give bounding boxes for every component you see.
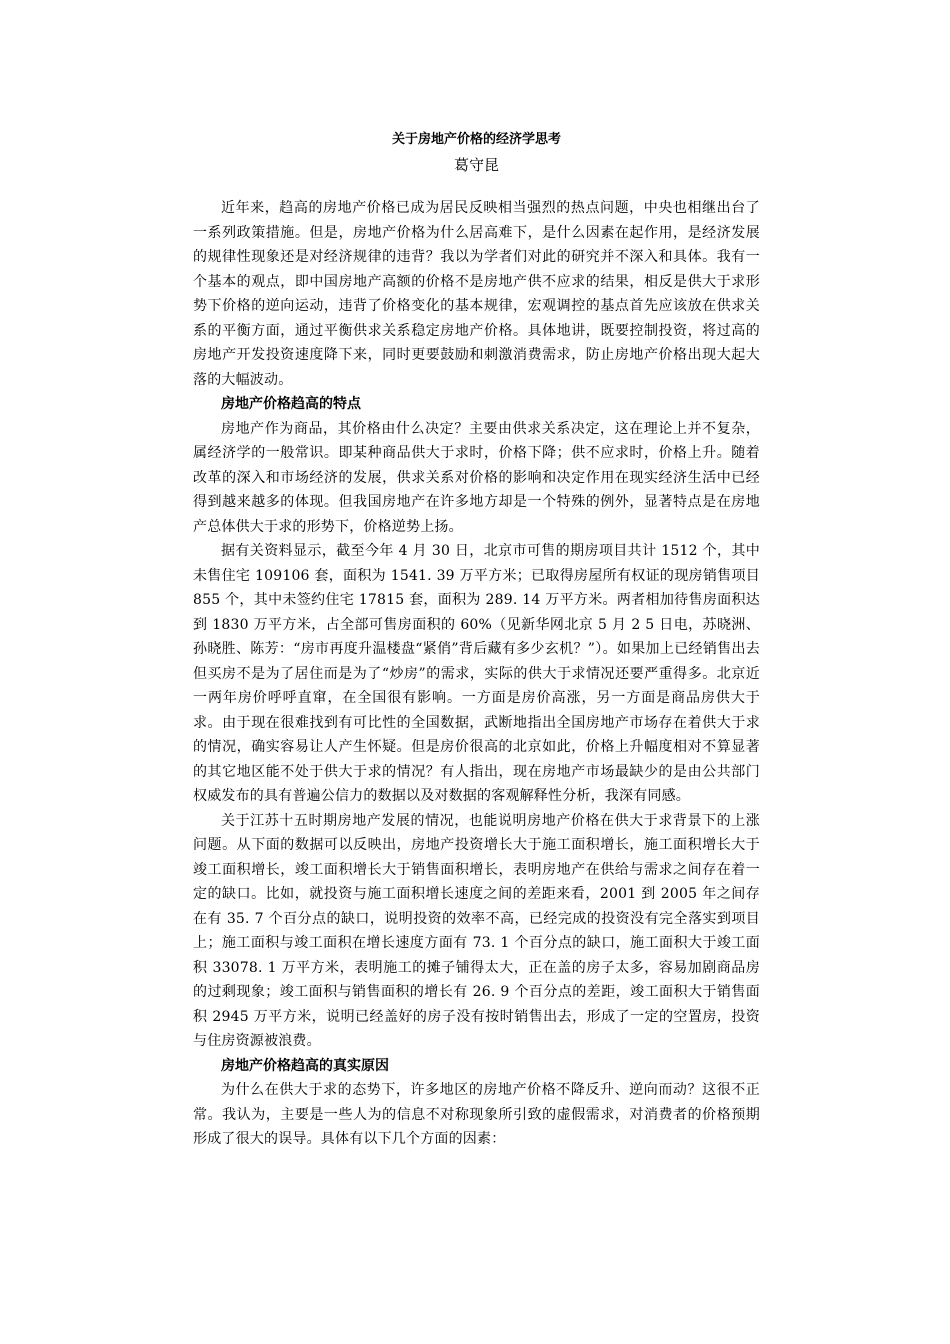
document-author: 葛守昆 <box>453 156 499 174</box>
paragraph-intro: 近年来，趋高的房地产价格已成为居民反映相当强烈的热点问题，中央也相继出台了一系列政策措施。但是，房地产价格为什么居高难下，是什么因素在起作用，是经济发展的规律性现象还是对经济规律的违背？我以为学者们对此的研究并不深入和具体。我有一个基本的观点，即中国房地产高额的价格不是房地产供不应求的结果，相反是供大于求形势下价格的逆向运动，违背了价格变化的基本规律，宏观调控的基点首先应该放在供求关系的平衡方面，通过平衡供求关系稳定房地产价格。具体地讲，既要控制投资，将过高的房地产开发投资速度降下来，同时更要鼓励和刺激消费需求，防止房地产价格出现大起大落的大幅波动。 <box>193 200 760 388</box>
paragraph-causes: 为什么在供大于求的态势下，许多地区的房地产价格不降反升、逆向而动？这很不正常。我认为，主要是一些人为的信息不对称现象所引致的虚假需求，对消费者的价格预期形成了很大的误导。具体有以下几个方面的因素： <box>193 1082 760 1147</box>
section-heading-characteristics: 房地产价格趋高的特点 <box>221 396 361 412</box>
paragraph-beijing-data: 据有关资料显示，截至今年 4 月 30 日，北京市可售的期房项目共计 1512 个，其中未售住宅 109106 套，面积为 1541. 39 万平方米；已取得房屋所有权证的现房销售项目 855 个，其中未签约住宅 17815 套，面积为 289. 14 万平方米。两者相加待售房面积达到 1830 万平方米，占全部可售房面积的 60%（见新华网北京 5 月 2 5 日电，苏晓洲、孙晓胜、陈芳：“房市再度升温楼盘“紧俏”背后藏有多少玄机？”）。如果加上已经销售出去但买房不是为了居住而是为了“炒房”的需求，实际的供大于求情况还要严重得多。北京近一两年房价呼呼直窜，在全国很有影响。一方面是房价高涨，另一方面是商品房供大于求。由于现在很难找到有可比性的全国数据，武断地指出全国房地产市场存在着供大于求的情况，确实容易让人产生怀疑。但是房价很高的北京如此，价格上升幅度相对不算显著的其它地区能不处于供大于求的情况？有人指出，现在房地产市场最缺少的是由公共部门权威发布的具有普遍公信力的数据以及对数据的客观解释性分析，我深有同感。 <box>193 543 760 804</box>
document-page <box>193 130 760 1152</box>
paragraph-jiangsu-data: 关于江苏十五时期房地产发展的情况，也能说明房地产价格在供大于求背景下的上涨问题。从下面的数据可以反映出，房地产投资增长大于施工面积增长，施工面积增长大于竣工面积增长，竣工面积增长大于销售面积增长，表明房地产在供给与需求之间存在着一定的缺口。比如，就投资与施工面积增长速度之间的差距来看，2001 到 2005 年之间存在有 35. 7 个百分点的缺口，说明投资的效率不高，已经完成的投资没有完全落实到项目上；施工面积与竣工面积在增长速度方面有 73. 1 个百分点的缺口，施工面积大于竣工面积 33078. 1 万平方米，表明施工的摊子铺得太大，正在盖的房子太多，容易加剧商品房的过剩现象；竣工面积与销售面积的增长有 26. 9 个百分点的差距，竣工面积大于销售面积 2945 万平方米，说明已经盖好的房子没有按时销售出去，形成了一定的空置房，投资与住房资源被浪费。 <box>193 812 760 1049</box>
section-heading-real-causes: 房地产价格趋高的真实原因 <box>221 1057 389 1074</box>
paragraph-supply-demand: 房地产作为商品，其价格由什么决定？主要由供求关系决定，这在理论上并不复杂，属经济学的一般常识。即某种商品供大于求时，价格下降；供不应求时，价格上升。随着改革的深入和市场经济的发展，供求关系对价格的影响和决定作用在现实经济生活中已经得到越来越多的体现。但我国房地产在许多地方却是一个特殊的例外，显著特点是在房地产总体供大于求的形势下，价格逆势上扬。 <box>193 420 760 535</box>
document-title: 关于房地产价格的经济学思考 <box>391 132 561 147</box>
